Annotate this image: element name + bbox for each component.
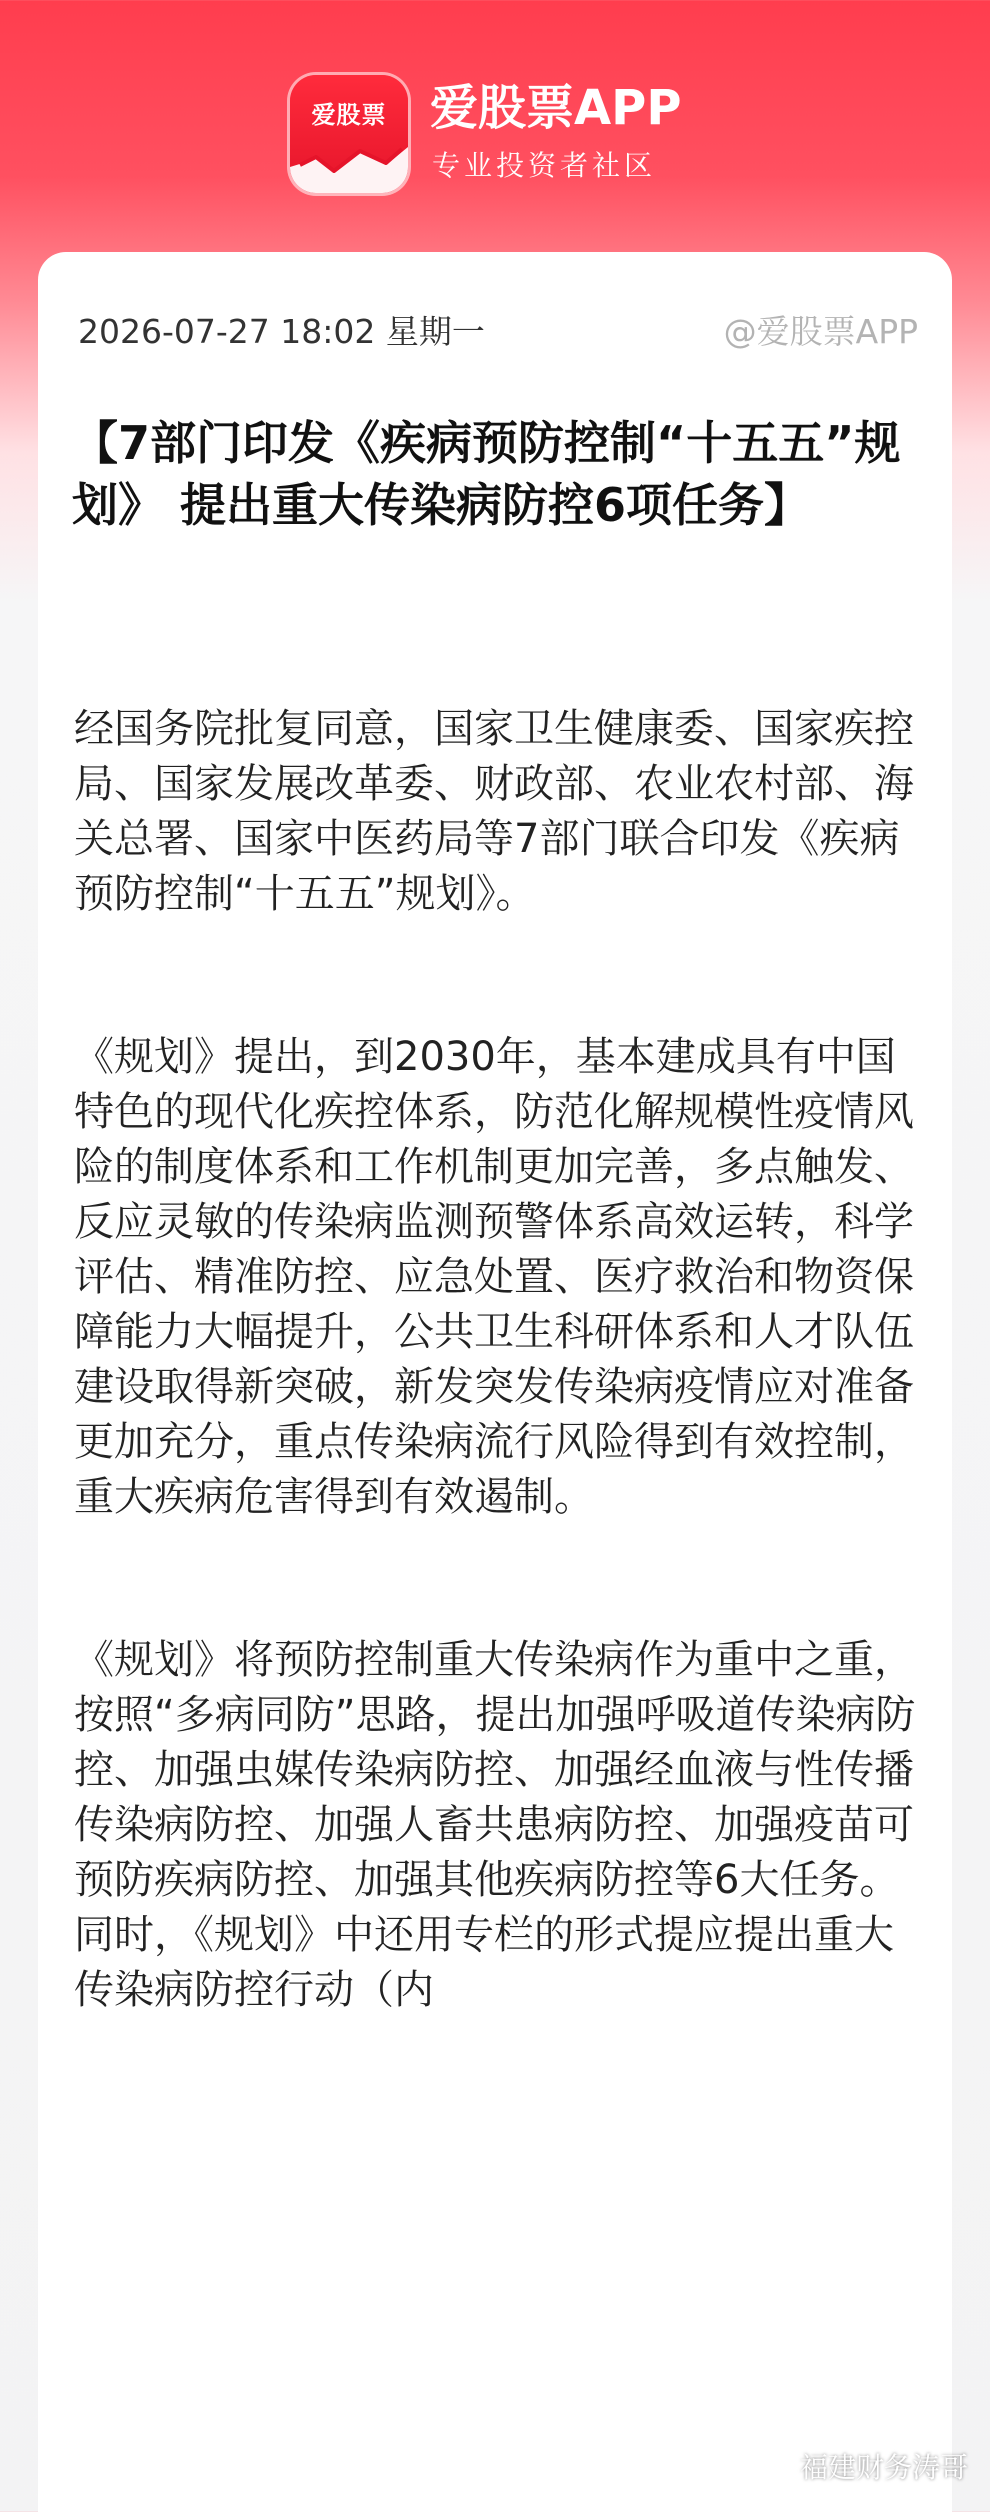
article-card: [38, 252, 952, 2512]
article-body: [74, 702, 916, 2126]
article-paragraph: 《规划》提出，到2030年，基本建成具有中国特色的现代化疾控体系，防范化解规模性疫情风险的制度体系和工作机制更加完善，多点触发、反应灵敏的传染病监测预警体系高效运转，科学评估、精准防控、应急处置、医疗救治和物资保障能力大幅提升，公共卫生科研体系和人才队伍建设取得新突破，新发突发传染病疫情应对准备更加充分，重点传染病流行风险得到有效控制，重大疾病危害得到有效遏制。: [74, 1034, 914, 1520]
weibo-watermark: [755, 2448, 968, 2488]
app-name: 爱股票APP: [430, 80, 682, 136]
chart-line-icon: [290, 127, 408, 193]
weibo-icon: [755, 2453, 785, 2483]
app-header: [0, 0, 990, 260]
watermark-text: 福建财务涛哥: [799, 2451, 968, 2484]
article-datetime: 2026-07-27 18:02 星期一: [78, 312, 485, 351]
app-tagline: 专业投资者社区: [432, 149, 657, 182]
article-paragraph: 《规划》将预防控制重大传染病作为重中之重，按照“多病同防”思路，提出加强呼吸道传染病防控、加强虫媒传染病防控、加强经血液与性传播传染病防控、加强人畜共患病防控、加强疫苗可预防疾病防控、加强其他疾病防控等6大任务。同时，《规划》中还用专栏的形式提应提出重大传染病防控行动（内: [74, 1637, 916, 2013]
article-source[interactable]: @爱股票APP: [723, 312, 918, 351]
app-logo-text: 爱股票: [311, 101, 387, 129]
article-meta: [78, 312, 918, 352]
article-title: 【7部门印发《疾病预防控制“十五五”规划》 提出重大传染病防控6项任务】: [72, 416, 901, 532]
app-logo: [290, 75, 408, 193]
article-paragraph: 经国务院批复同意，国家卫生健康委、国家疾控局、国家发展改革委、财政部、农业农村部、海关总署、国家中医药局等7部门联合印发《疾病预防控制“十五五”规划》。: [74, 706, 914, 917]
